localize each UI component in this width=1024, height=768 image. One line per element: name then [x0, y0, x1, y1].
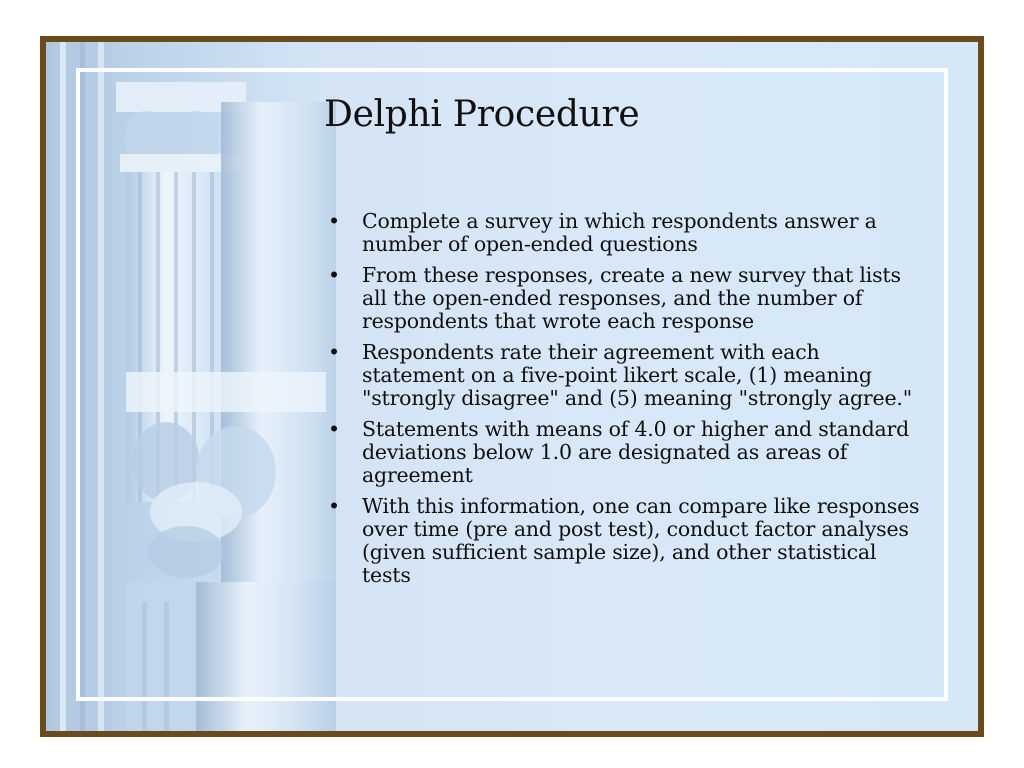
bullet-icon: • [328, 340, 340, 364]
bullet-text: From these responses, create a new survey that lists all the open-ended responses, and the number of respondents that wrote each response [362, 263, 901, 333]
bullet-item [324, 495, 924, 587]
bullet-icon: • [328, 209, 340, 233]
bullet-icon: • [328, 263, 340, 287]
bullet-icon: • [328, 417, 340, 441]
slide-title: Delphi Procedure [324, 94, 640, 135]
bullet-text: Respondents rate their agreement with each statement on a five-point likert scale, (1) meaning "strongly disagree" and (5) meaning "strongly agree." [362, 340, 912, 410]
bullet-text: Complete a survey in which respondents answer a number of open-ended questions [362, 209, 877, 256]
bullet-item [324, 264, 924, 333]
slide-canvas [46, 42, 978, 731]
bullet-text: Statements with means of 4.0 or higher and standard deviations below 1.0 are designated as areas of agreement [362, 417, 910, 487]
bullet-item [324, 210, 924, 256]
bullet-icon: • [328, 494, 340, 518]
bullet-list [324, 210, 924, 595]
bullet-item [324, 341, 924, 410]
bullet-item [324, 418, 924, 487]
slide-frame [40, 36, 984, 737]
bullet-text: With this information, one can compare like responses over time (pre and post test), conduct factor analyses (given sufficient sample size), and other statistical tests [362, 494, 920, 587]
